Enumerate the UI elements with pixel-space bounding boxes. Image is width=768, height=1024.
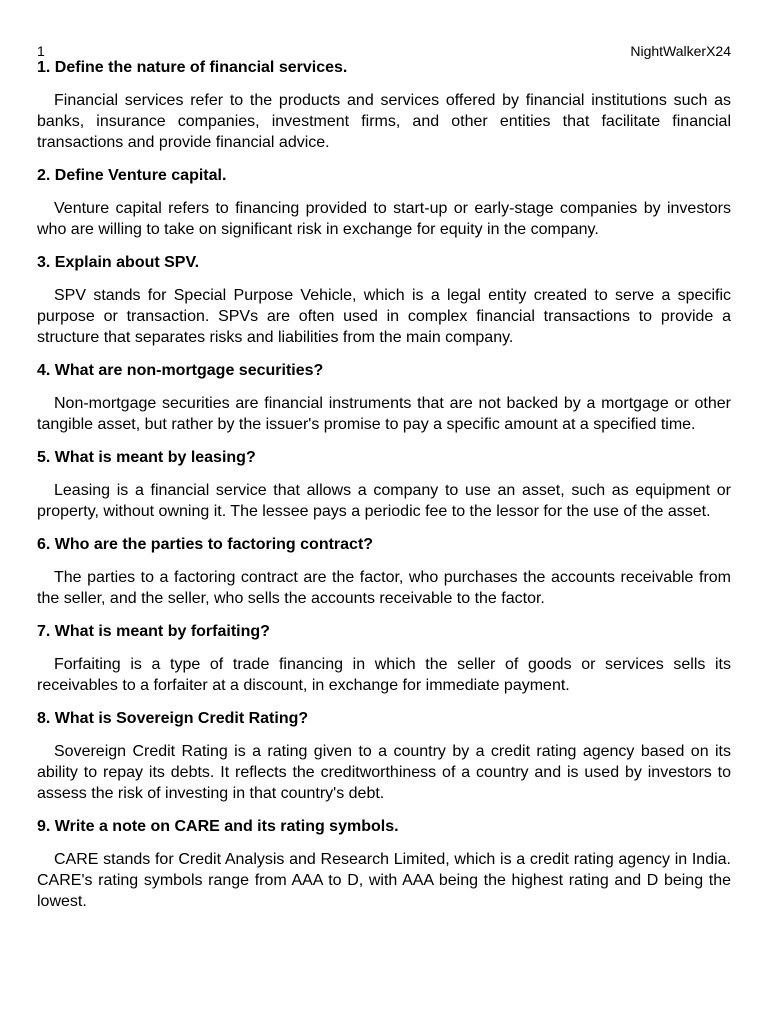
answer-paragraph: SPV stands for Special Purpose Vehicle, which is a legal entity created to serve a specific purpose or transaction. SPVs are often used in complex financial transactions to provide a structure that separates risks and liabilities from the main company.: [37, 287, 731, 346]
qa-item: [37, 534, 731, 609]
page-number: 1: [37, 43, 45, 59]
question-heading: 2. Define Venture capital.: [37, 167, 227, 184]
question-heading: 4. What are non-mortgage securities?: [37, 362, 324, 379]
question-heading: 5. What is meant by leasing?: [37, 449, 256, 466]
qa-item: [37, 360, 731, 435]
answer-paragraph: Venture capital refers to financing provided to start-up or early-stage companies by investors who are willing to take on significant risk in exchange for equity in the company.: [37, 200, 731, 238]
qa-item: [37, 816, 731, 912]
qa-item: [37, 708, 731, 804]
document-body: [37, 57, 731, 924]
qa-item: [37, 447, 731, 522]
question-heading: 8. What is Sovereign Credit Rating?: [37, 710, 309, 727]
answer-paragraph: Financial services refer to the products and services offered by financial institutions such as banks, insurance companies, investment firms, and other entities that facilitate financial transactions and provide financial advice.: [37, 92, 731, 151]
qa-item: [37, 621, 731, 696]
answer-paragraph: Non-mortgage securities are financial instruments that are not backed by a mortgage or other tangible asset, but rather by the issuer's promise to pay a specific amount at a specified time.: [37, 395, 731, 433]
question-heading: 1. Define the nature of financial services.: [37, 59, 348, 76]
answer-paragraph: Forfaiting is a type of trade financing in which the seller of goods or services sells its receivables to a forfaiter at a discount, in exchange for immediate payment.: [37, 656, 731, 694]
answer-paragraph: CARE stands for Credit Analysis and Research Limited, which is a credit rating agency in India. CARE's rating symbols range from AAA to D, with AAA being the highest rating and D being the lowest.: [37, 851, 731, 910]
question-heading: 7. What is meant by forfaiting?: [37, 623, 270, 640]
answer-paragraph: The parties to a factoring contract are the factor, who purchases the accounts receivable from the seller, and the seller, who sells the accounts receivable to the factor.: [37, 569, 731, 607]
question-heading: 9. Write a note on CARE and its rating symbols.: [37, 818, 399, 835]
question-heading: 3. Explain about SPV.: [37, 254, 200, 271]
author-name: NightWalkerX24: [630, 43, 731, 59]
qa-item: [37, 252, 731, 348]
qa-item: [37, 165, 731, 240]
answer-paragraph: Sovereign Credit Rating is a rating given to a country by a credit rating agency based on its ability to repay its debts. It reflects the creditworthiness of a country and is used by investors to assess the risk of investing in that country's debt.: [37, 743, 731, 802]
question-heading: 6. Who are the parties to factoring contract?: [37, 536, 374, 553]
answer-paragraph: Leasing is a financial service that allows a company to use an asset, such as equipment or property, without owning it. The lessee pays a periodic fee to the lessor for the use of the asset.: [37, 482, 731, 520]
qa-item: [37, 57, 731, 153]
